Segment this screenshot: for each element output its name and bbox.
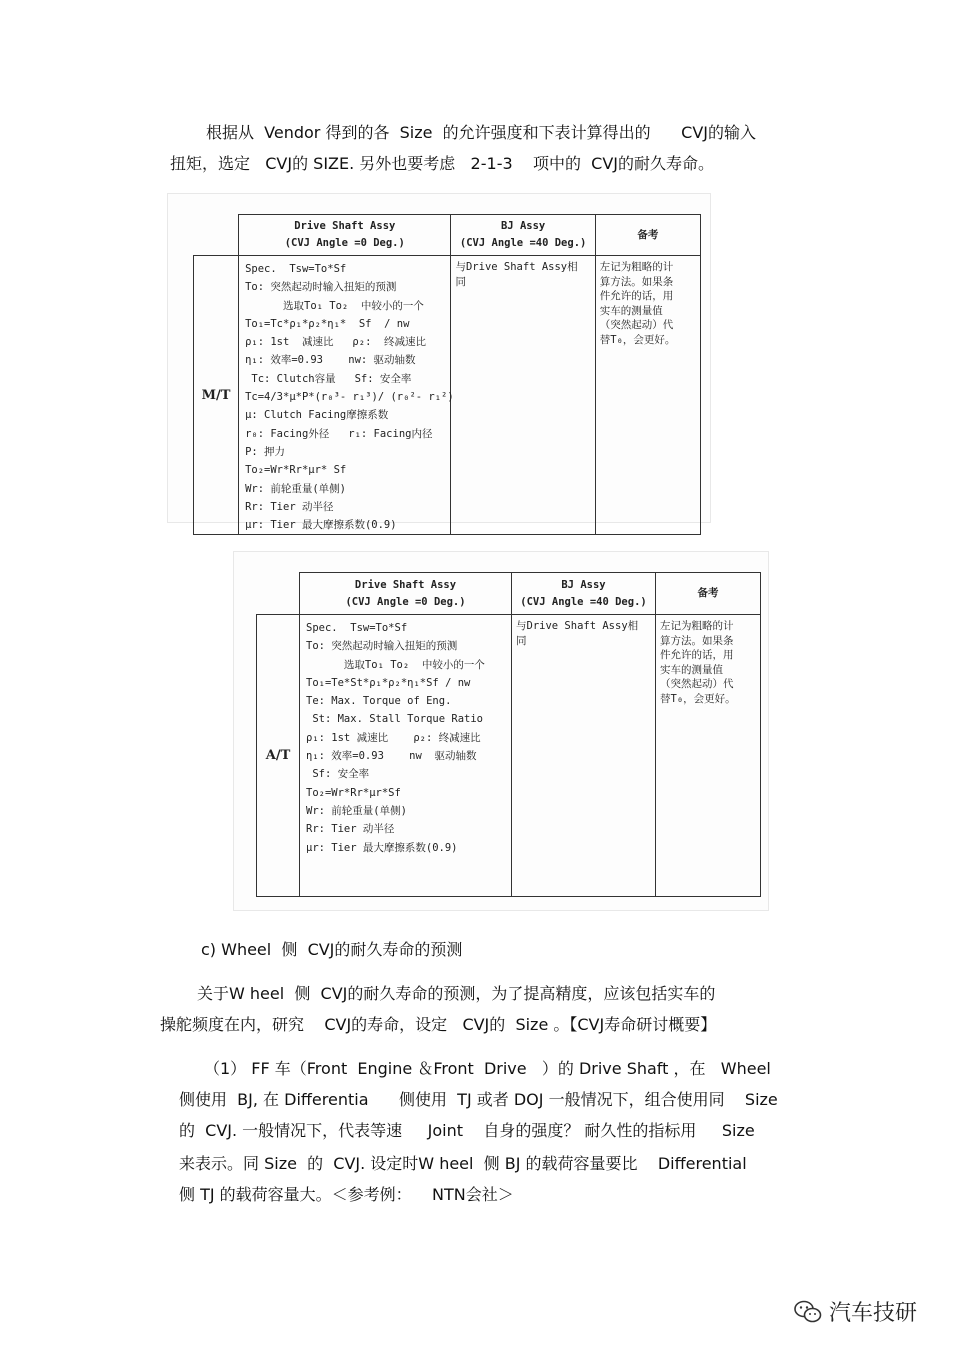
section-c-p2-line3: 的 CVJ. 一般情况下，代表等速 Joint 自身的强度？ 耐久性的指标用 Size: [179, 1121, 755, 1140]
mt-header-bj-title: BJ Assy: [500, 220, 546, 232]
at-bj-line: 同: [516, 634, 527, 647]
section-c-p2-line2: 侧使用 BJ, 在 Differentia 侧使用 TJ 或者 DOJ 一般情况下，组合使用同 Size: [179, 1090, 778, 1109]
watermark-text: 汽车技研: [829, 1301, 918, 1326]
mt-bj-cell: [451, 256, 595, 535]
at-header-ds-title: Drive Shaft Assy: [354, 578, 457, 591]
at-note-line: 替T₀，会更好。: [660, 692, 736, 705]
section-c-p2-line4: 来表示。同 Size 的 CVJ. 设定时W heel 侧 BJ 的载荷容量要比 Differential: [179, 1154, 747, 1173]
at-note-line: 件允许的话，用: [660, 649, 734, 661]
watermark: [793, 1296, 917, 1327]
at-header-bj-title: BJ Assy: [561, 578, 606, 591]
at-line: Spec. Tsw=To*Sf: [306, 622, 408, 634]
mt-spec-table: [193, 214, 701, 535]
mt-spec-cell: [239, 256, 454, 535]
mt-line: To₁=Tc*ρ₁*ρ₂*η₁* Sf / nw: [245, 317, 410, 330]
mt-line: Spec. Tsw=To*Sf: [245, 263, 347, 275]
mt-note-cell: [595, 256, 700, 535]
at-row-label: A/T: [257, 615, 300, 897]
at-spec-table: [256, 572, 761, 897]
at-line: To₂=Wr*Rr*μr*Sf: [306, 786, 401, 799]
mt-bj-line: 同: [455, 275, 466, 288]
mt-note-line: 替T₀，会更好。: [599, 333, 676, 346]
mt-table-image: [168, 194, 710, 532]
mt-line: To₂=Wr*Rr*μr* Sf: [245, 464, 347, 477]
section-c-heading: c) Wheel 侧 CVJ的耐久寿命的预测: [201, 940, 463, 959]
mt-line: Tc=4/3*μ*P*(r₀³- r₁³)/ (r₀²- r₁²): [245, 391, 454, 404]
mt-bj-line: 与Drive Shaft Assy相: [455, 261, 578, 273]
at-line: Te: Max. Torque of Eng.: [306, 695, 452, 708]
mt-line: 选取To₁ To₂ 中较小的一个: [245, 299, 424, 312]
at-line: Wr: 前轮重量(单侧): [306, 804, 407, 817]
at-line: To₁=Te*St*ρ₁*ρ₂*η₁*Sf / nw: [306, 676, 471, 689]
wechat-icon: [793, 1299, 823, 1325]
at-spec-cell: [300, 615, 512, 897]
mt-line: Wr: 前轮重量(单侧): [245, 482, 347, 495]
mt-header-ds-angle: (CVJ Angle =0 Deg.): [284, 237, 405, 249]
mt-header-bj: [451, 215, 595, 256]
mt-header-note: 备考: [595, 215, 700, 256]
at-note-line: 左记为粗略的计: [660, 620, 734, 632]
mt-note-line: 件允许的话，用: [599, 290, 674, 302]
at-header-note: 备考: [656, 573, 761, 615]
at-line: Sf: 安全率: [306, 768, 370, 781]
mt-note-line: 实车的测量值: [599, 304, 663, 317]
intro-line-1: 根据从 Vendor 得到的各 Size 的允许强度和下表计算得出的 CVJ的输入: [206, 123, 757, 142]
mt-note-line: （突然起动）代: [599, 319, 674, 331]
at-header-bj: [512, 573, 656, 615]
at-line: 选取To₁ To₂ 中较小的一个: [306, 658, 485, 671]
at-note-line: （突然起动）代: [660, 678, 734, 690]
mt-header-bj-angle: (CVJ Angle =40 Deg.): [459, 237, 587, 249]
intro-line-2: 扭矩，选定 CVJ的 SIZE. 另外也要考虑 2-1-3 项中的 CVJ的耐久寿命。: [170, 154, 714, 173]
at-note-line: 实车的测量值: [660, 663, 723, 676]
mt-line: Rr: Tier 动半径: [245, 500, 334, 513]
at-line: St: Max. Stall Torque Ratio: [306, 713, 484, 726]
at-corner-cell: [257, 573, 300, 615]
at-note-cell: [656, 615, 761, 897]
mt-line: ρ₁: 1st 减速比 ρ₂: 终减速比: [245, 336, 427, 349]
at-table-image: [234, 552, 768, 910]
mt-line: μr: Tier 最大摩擦系数(0.9): [245, 519, 397, 532]
mt-row-label: M/T: [194, 256, 239, 535]
at-line: To: 突然起动时输入扭矩的预测: [306, 640, 458, 653]
mt-line: μ: Clutch Facing摩擦系数: [245, 409, 389, 422]
at-header-bj-angle: (CVJ Angle =40 Deg.): [520, 595, 647, 608]
mt-line: P: 押力: [245, 445, 286, 458]
mt-note-line: 左记为粗略的计: [599, 261, 674, 273]
section-c-p1-line1: 关于W heel 侧 CVJ的耐久寿命的预测，为了提高精度，应该包括实车的: [197, 984, 716, 1003]
mt-header-drive-shaft: [239, 215, 451, 256]
mt-line: To: 突然起动时输入扭矩的预测: [245, 281, 397, 294]
mt-line: η₁: 效率=0.93 nw: 驱动轴数: [245, 354, 416, 367]
at-header-ds-angle: (CVJ Angle =0 Deg.): [345, 595, 466, 608]
at-note-line: 算方法。如果条: [660, 634, 734, 647]
mt-line: r₀: Facing外径 r₁: Facing内径: [245, 427, 433, 440]
at-bj-line: 与Drive Shaft Assy相: [516, 620, 639, 632]
mt-line: Tc: Clutch容量 Sf: 安全率: [245, 372, 412, 385]
section-c-p2-line5: 侧 TJ 的载荷容量大。＜参考例： NTN会社＞: [179, 1185, 514, 1204]
mt-note-line: 算方法。如果条: [599, 275, 674, 288]
section-c-p1-line2: 操舵频度在内，研究 CVJ的寿命，设定 CVJ的 Size 。【CVJ寿命研讨概要】: [160, 1015, 717, 1034]
section-c-p2-line1: （1） FF 车（Front Engine ＆Front Drive ）的 Drive Shaft ，在 Wheel: [204, 1059, 771, 1078]
at-line: η₁: 效率=0.93 nw 驱动轴数: [306, 750, 477, 763]
mt-header-ds-title: Drive Shaft Assy: [294, 220, 396, 232]
at-header-drive-shaft: [300, 573, 512, 615]
at-line: Rr: Tier 动半径: [306, 823, 395, 836]
at-line: μr: Tier 最大摩擦系数(0.9): [306, 841, 458, 854]
at-line: ρ₁: 1st 减速比 ρ₂: 终减速比: [306, 731, 481, 744]
mt-corner-cell: [194, 215, 239, 256]
at-bj-cell: [512, 615, 656, 897]
